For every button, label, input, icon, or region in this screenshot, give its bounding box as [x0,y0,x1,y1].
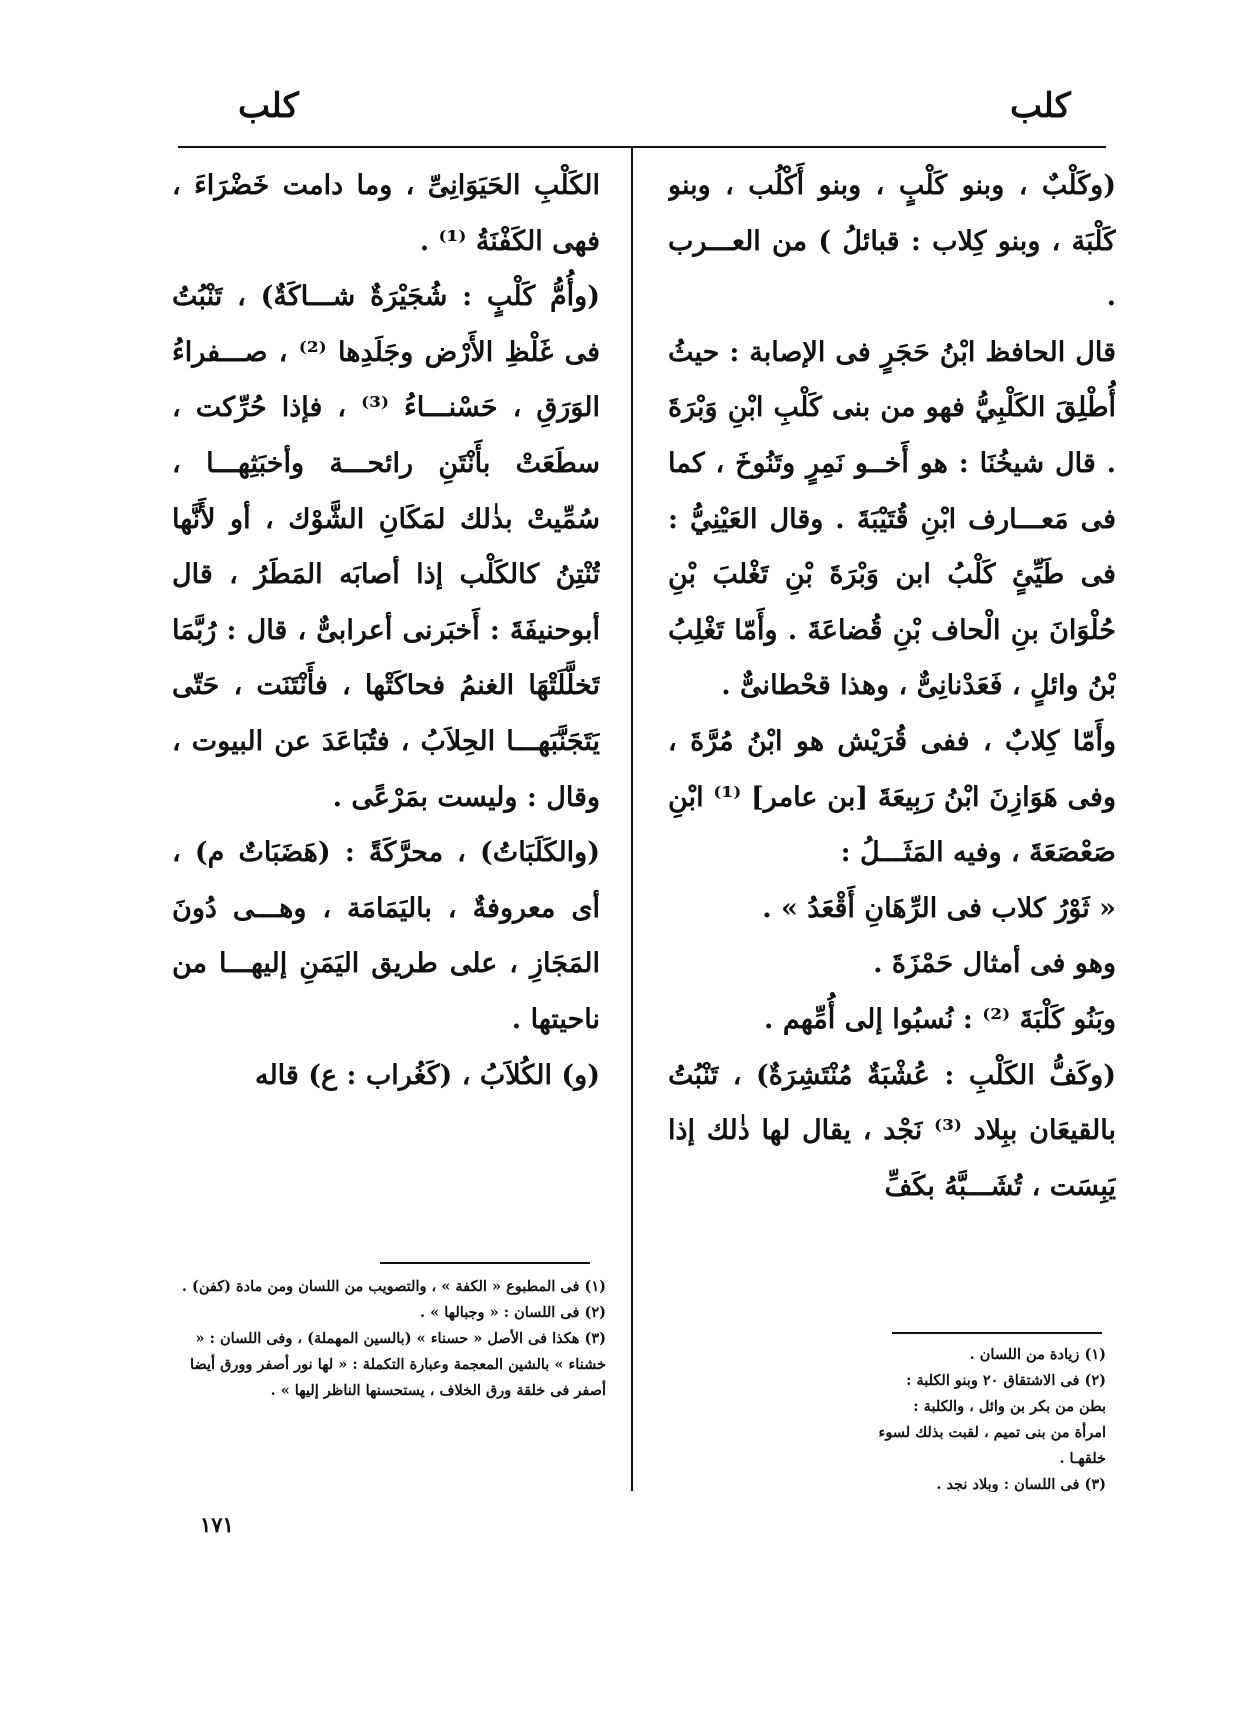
right-footnote-1: (١) زيادة من اللسان . [969,1346,1106,1363]
right-paragraph-6: وبَنُو كَلْبَةَ ⁽²⁾ : نُسبُوا إلى أُمِّهم . [764,1003,1116,1035]
right-paragraph-7: (وكَفُّ الكَلْبِ : عُشْبَةٌ مُنْتَشِرَةٌ) ، تَنْبُتُ بالقيعَان ببِلاد ⁽³⁾ نَجْد ، يقال لها ذٰلك إذا يَبِسَت ، تُشَـــبَّهُ بكَفِّ [668,1059,1116,1202]
right-column-body [668,158,1116,1310]
right-footnotes [878,1342,1106,1492]
right-footnote-2: (٢) فى الاشتقاق ٢٠ وبنو الكلبة : بطن من بكر بن وائل ، والكلبة : امرأة من بنى تميم ، لقبت بذلك لسوء خلقهـا . [878,1372,1106,1467]
right-paragraph-2: قال الحافظ ابْنُ حَجَرٍ فى الإصابة : حيثُ أُطْلِقَ الكَلْبِيُّ فهو من بنى كَلْبِ ابْنِ وَبْرَةَ . قال شيخُنَا : هو أَخــو نَمِرٍ وتَنُوخَ ، كما فى مَعـــارف ابْنِ قُتَيْبَةَ . وقال العَيْنِيُّ : فى طَيِّئٍ كَلْبُ ابن وَبْرَةَ بْنِ تَغْلبَ بْنِ حُلْوَانَ بنِ الْحاف بْنِ قُضاعَةَ . وأَمّا تَغْلِبُ بْنُ وائلٍ ، فَعَدْنانِىٌّ ، وهذا قحْطانىٌّ . [668,336,1116,702]
left-paragraph-3: (والكَلَبَاتُ) ، محرَّكَةً : (هَضَبَاتٌ م) ، أى معروفةٌ ، باليَمَامَة ، وهـــى دُونَ المَجَازِ ، على طريق اليَمَنِ إليهـــا من ناحيتها . [172,837,600,1035]
left-footnote-3: (٣) هكذا فى الأصل « حسناء » (بالسين المهملة) ، وفى اللسان : « خشناء » بالشين المعجمة وعبارة التكملة : « لها نور أصفر وورق أيضا أصفر فى خلقة ورق الخلاف ، يستحسنها الناظر إليها » . [190,1330,606,1399]
running-header-right: كلب [1010,86,1071,126]
left-paragraph-2: (وأُمُّ كَلْبٍ : شُجَيْرَةٌ شـــاكَةٌ) ، تَنْبُتُ فى غَلْظِ الأَرْض وجَلَدِها ⁽²⁾ ، صـــفراءُ الوَرَقِ ، حَسْنـــاءُ ⁽³⁾ ، فإذا حُرِّكت ، سطَعَتْ بأَنْتَنِ رائحـــة وأخبَثِهـــا ، سُمِّيتْ بذٰلك لمَكَانِ الشَّوْك ، أو لأَنَّها تُنْتِنُ كالكَلْب إذا أصابَه المَطَرُ ، قال أبوحنيفَةَ : أَخبَرنى أعرابىٌّ ، قال : رُبَّمَا تَخلَّلَتْهَا الغنمُ فحاكَتْها ، فأَنْتَنَت ، حَتّى يَتَجَنَّبَهـــا الحِلاَبُ ، فتُبَاعَدَ عن البيوت ، وقال : وليست بمَرْعًى . [172,281,600,813]
right-paragraph-3: وأَمّا كِلابٌ ، ففى قُرَيْش هو ابْنُ مُرَّةَ ، وفى هَوَازِنَ ابْنُ رَبِيعَةَ [بن عامر] ⁽¹⁾ ابْنِ صَعْصَعَةَ ، وفيه المَثَـــلُ : [668,725,1116,869]
left-footnote-1: (١) فى المطبوع « الكفة » ، والتصويب من اللسان ومن مادة (كفن) . [181,1278,606,1295]
page-number: ١٧١ [200,1512,234,1537]
right-proverb: « ثَوْرُ كلاب فى الرِّهَانِ أَقْعَدُ » . [762,892,1116,924]
right-paragraph-1: (وكَلْبٌ ، وبنو كَلْبٍ ، وبنو أَكْلُب ، وبنو كَلْبَة ، وبنو كِلاب : قبائلُ ) من العـــرب . [668,170,1116,313]
left-paragraph-4: (و) الكُلاَبُ ، (كَغُراب : ع) قاله [254,1059,600,1091]
right-footnote-3: (٣) فى اللسان : وبلاد نجد . [936,1476,1106,1492]
right-footnote-rule [892,1332,1102,1334]
column-divider [631,146,633,1491]
left-footnotes [176,1274,606,1474]
left-footnote-rule [380,1262,590,1264]
left-footnote-2: (٢) فى اللسان : « وجبالها » . [420,1304,606,1321]
running-header-left: كلب [238,86,299,126]
right-paragraph-5: وهو فى أمثال حَمْزَةَ . [873,948,1116,980]
left-column-body [172,158,600,1258]
left-paragraph-1: الكَلْبِ الحَيَوَانِىِّ ، وما دامت خَضْرَاءَ ، فهى الكَفْنَةُ ⁽¹⁾ . [172,170,600,257]
header-rule [178,146,1106,148]
